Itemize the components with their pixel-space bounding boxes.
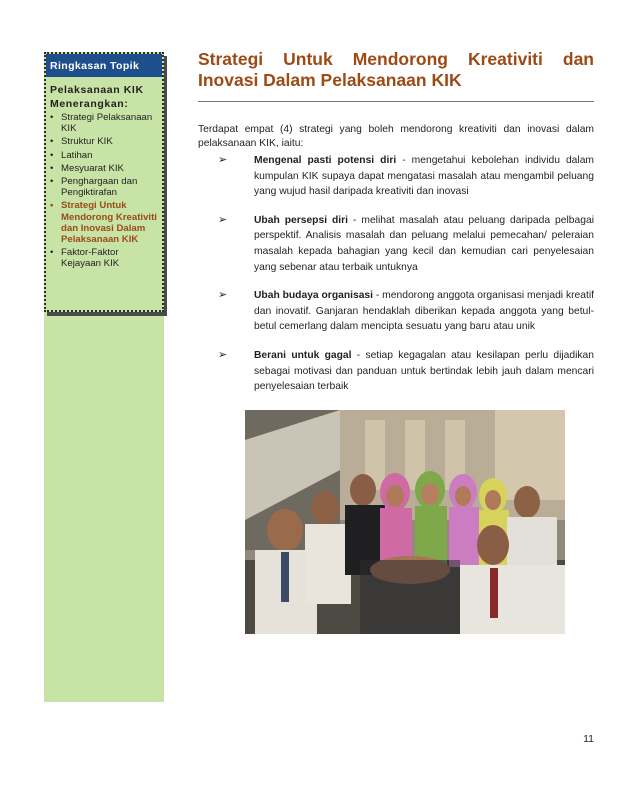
strategy-text — [254, 288, 594, 335]
strategy-description: - setiap kegagalan atau kesilapan perlu dijadikan sebagai motivasi dan panduan untuk bertindak lebih jauh dalam mencari penyelesaian terbaik — [254, 349, 595, 393]
bullet-dot-icon: • — [50, 112, 54, 123]
strategy-term: Berani untuk gagal — [254, 349, 352, 361]
bullet-dot-icon: • — [50, 149, 54, 161]
group-photo-illustration — [245, 410, 565, 634]
topic-summary-item — [50, 136, 159, 147]
group-photo — [245, 410, 565, 634]
topic-summary-subheading-label: Menerangkan: — [50, 98, 129, 110]
strategy-item — [218, 288, 594, 335]
topic-summary-item-label: Penghargaan dan Pengiktirafan — [61, 176, 138, 199]
topic-summary-item — [50, 112, 159, 134]
strategy-term: Ubah persepsi diri — [254, 214, 349, 226]
arrow-bullet-icon: ➢ — [218, 213, 228, 226]
arrow-bullet-icon: ➢ — [218, 348, 228, 361]
topic-summary-item-label: Strategi Pelaksanaan KIK — [61, 112, 153, 135]
strategy-list — [218, 153, 594, 408]
strategy-text — [254, 153, 594, 200]
topic-summary-item-label: Struktur KIK — [61, 136, 113, 148]
bullet-dot-icon: • — [50, 176, 54, 188]
topic-summary-item-label: Faktor-Faktor Kejayaan KIK — [61, 247, 120, 270]
page-title — [198, 49, 594, 91]
topic-summary-item — [50, 247, 159, 269]
strategy-description: - mengetahui kebolehan individu dalam kumpulan KIK supaya dapat mengatasi masalah atau mengambil peluang yang wujud hasil daripada kreativiti dan inovasi — [254, 155, 595, 198]
bullet-dot-icon: • — [50, 162, 54, 174]
topic-summary-item — [50, 200, 159, 245]
strategy-item — [218, 348, 594, 395]
strategy-text — [254, 213, 594, 275]
topic-summary-subheading-title: Pelaksanaan KIK — [50, 84, 144, 96]
topic-summary-item — [50, 150, 159, 161]
bullet-dot-icon: • — [50, 200, 54, 212]
topic-summary-item — [50, 176, 159, 198]
topic-summary-list — [46, 112, 162, 270]
strategy-description: - melihat masalah atau peluang daripada pelbagai perspektif. Analisis masalah dan peluang melalui pemecahan/ peleraian masalah kepada bahagian yang kecil dan kemudian cari penyelesaian yang sebenar atau terbaik untuknya — [254, 214, 594, 273]
topic-summary-item — [50, 163, 159, 174]
page-title-line-2: Inovasi Dalam Pelaksanaan KIK — [198, 70, 462, 90]
intro-paragraph: Terdapat empat (4) strategi yang boleh mendorong kreativiti dan inovasi dalam pelaksanaan KIK, iaitu: — [198, 124, 594, 149]
strategy-term: Ubah budaya organisasi — [254, 290, 374, 302]
strategy-term: Mengenal pasti potensi diri — [254, 155, 397, 166]
topic-summary-item-label: Latihan — [61, 149, 93, 161]
arrow-bullet-icon: ➢ — [218, 289, 228, 302]
topic-summary-box — [44, 52, 164, 312]
topic-summary-item-label: Mesyuarat KIK — [61, 162, 124, 174]
topic-summary-subheading — [46, 77, 162, 111]
page-number: 11 — [583, 733, 594, 745]
page-title-line-1: Strategi Untuk Mendorong Kreativiti dan — [198, 49, 594, 69]
strategy-description: - mendorong anggota organisasi menjadi kreatif dan inovatif. Ganjaran hendaklah diberikan kepada anggota yang betul-betul cemerlang dalam mencipta sesuatu yang baru atau unik — [254, 290, 594, 333]
bullet-dot-icon: • — [50, 136, 54, 148]
topic-summary-item-label: Strategi Untuk Mendorong Kreativiti dan Inovasi Dalam Pelaksanaan KIK — [61, 200, 157, 246]
title-divider — [198, 101, 594, 102]
bullet-dot-icon: • — [50, 247, 54, 259]
arrow-bullet-icon: ➢ — [218, 154, 228, 166]
topic-summary-heading: Ringkasan Topik — [46, 54, 162, 77]
strategy-item — [218, 213, 594, 275]
strategy-text — [254, 348, 594, 395]
strategy-item — [218, 153, 594, 200]
